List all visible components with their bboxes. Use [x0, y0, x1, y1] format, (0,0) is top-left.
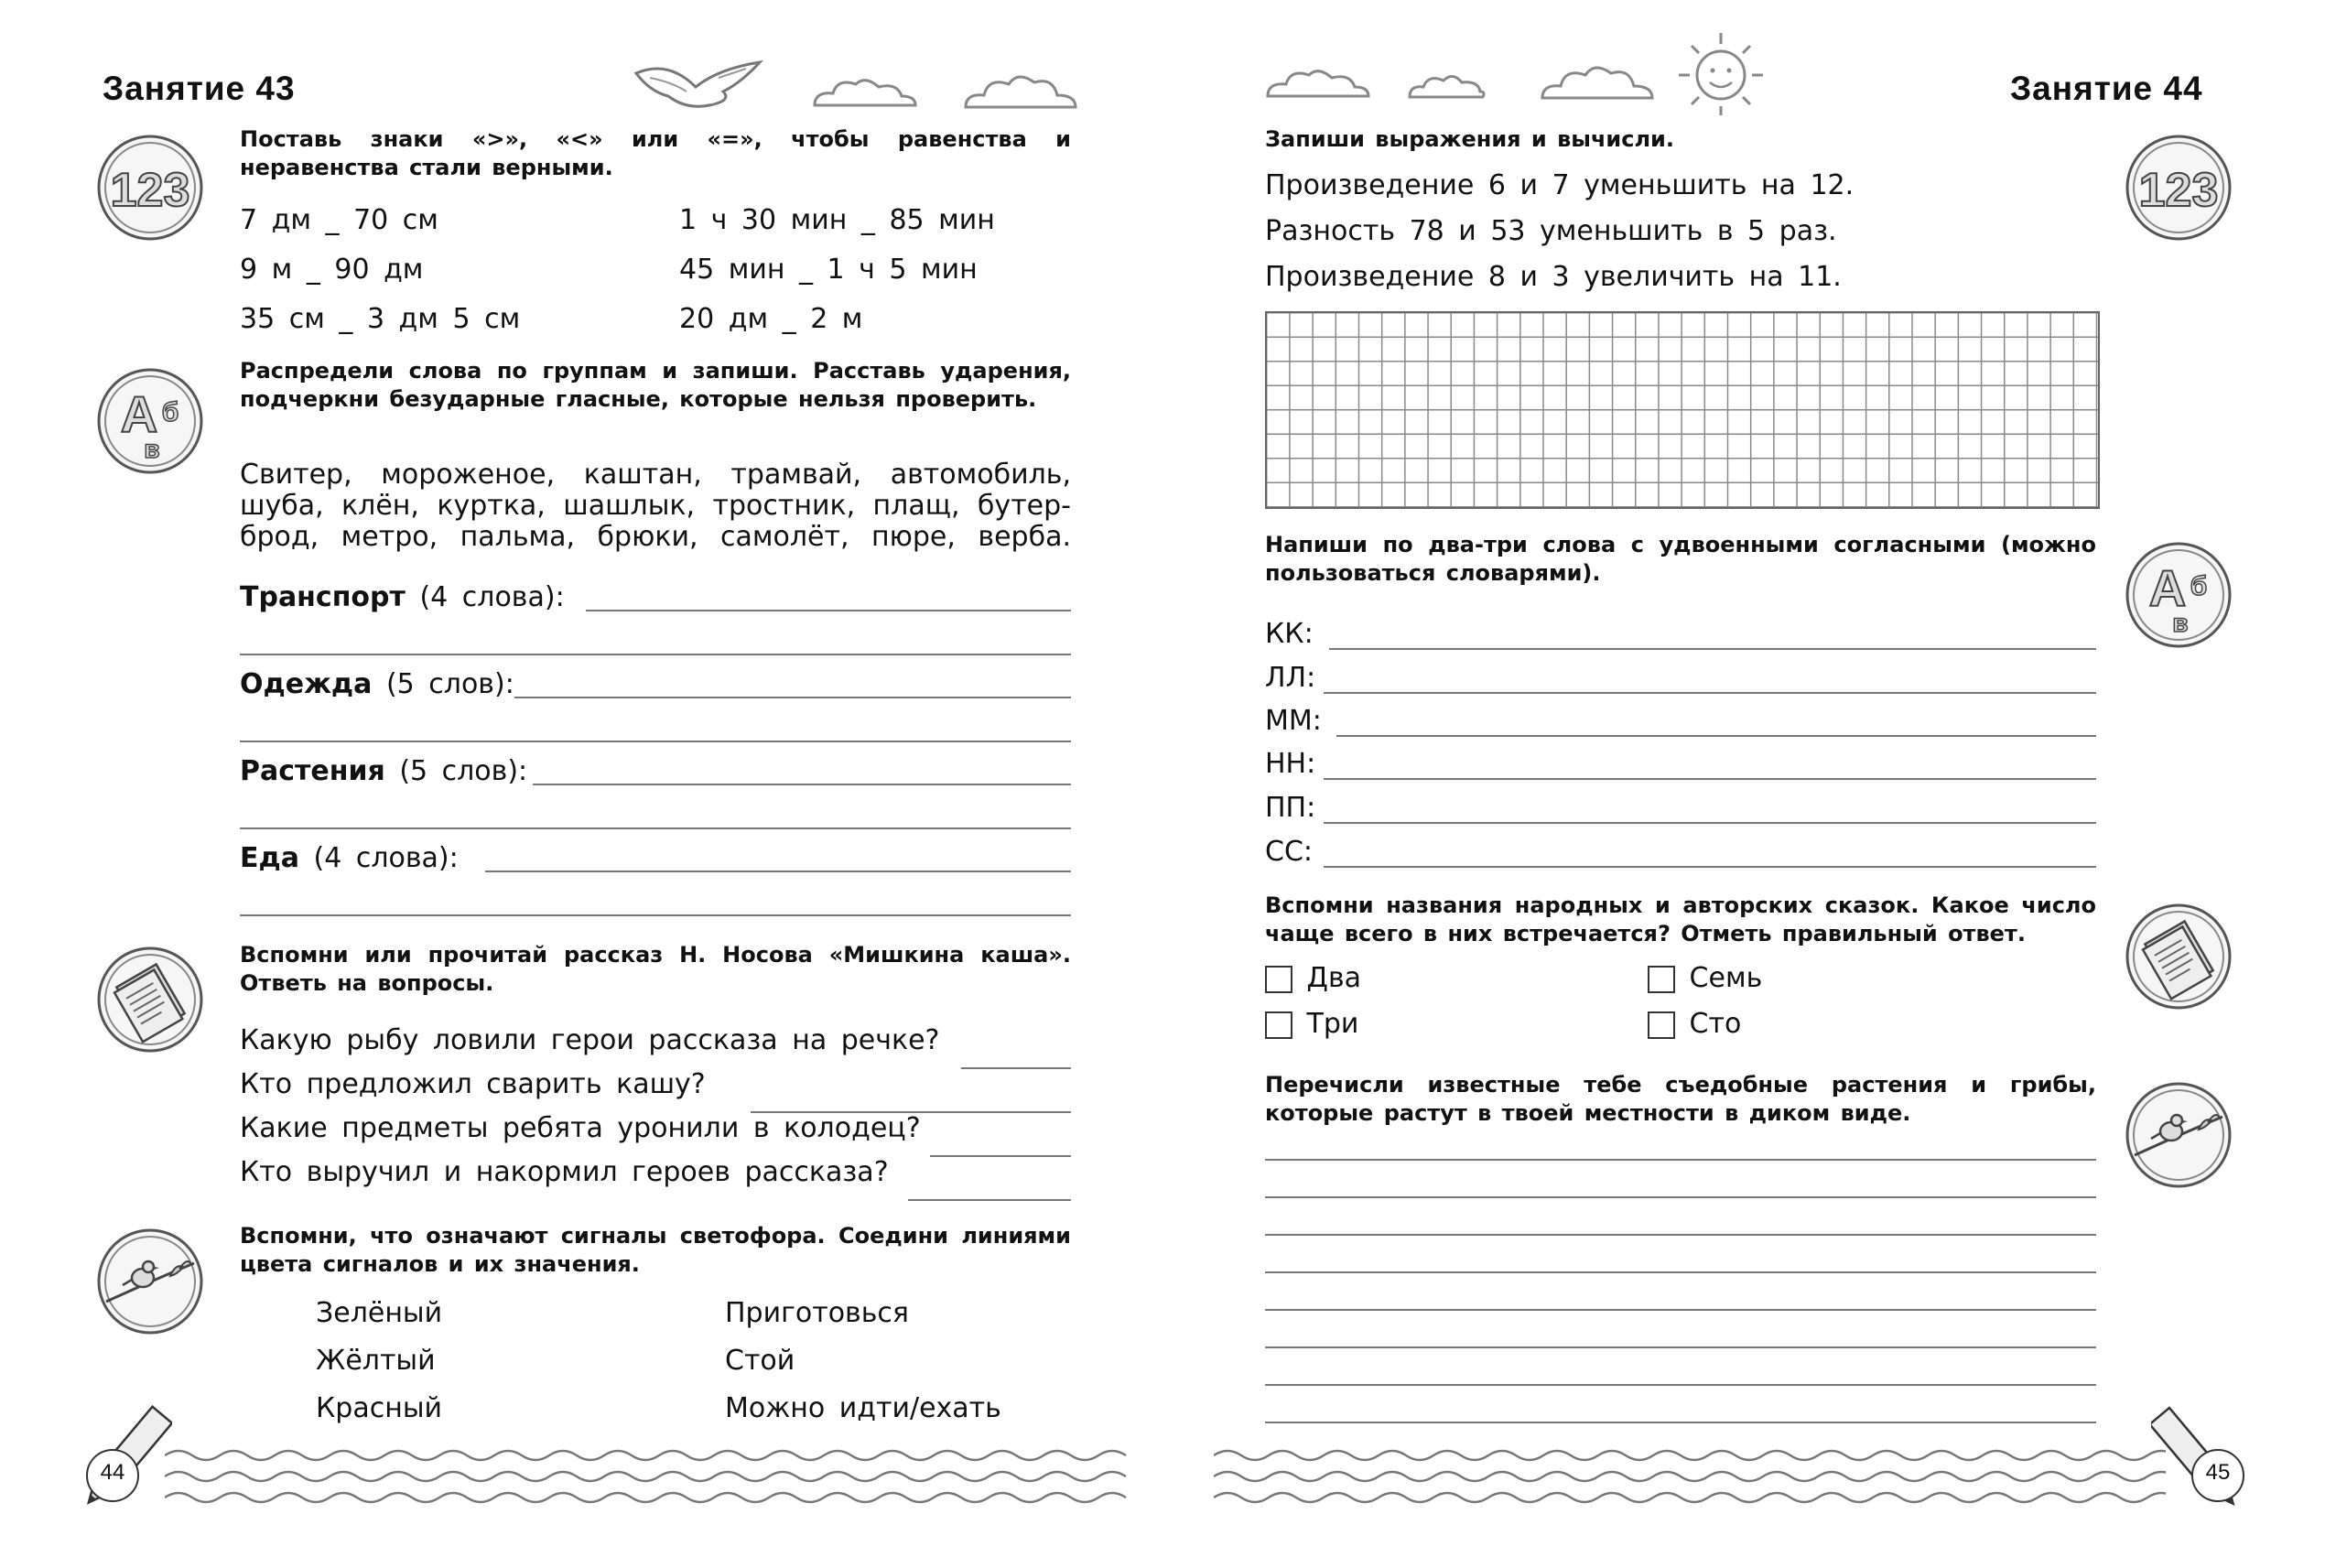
book-icon: [95, 945, 205, 1054]
blank[interactable]: _: [306, 254, 320, 286]
answer-line[interactable]: [1265, 1309, 2096, 1311]
group-plants-label: Растения (5 слов):: [240, 755, 528, 787]
answer-line[interactable]: [240, 654, 1071, 655]
signal-meaning-2[interactable]: Стой: [725, 1345, 795, 1377]
answer-line[interactable]: [1265, 1384, 2096, 1386]
task-compare-instruction: Поставь знаки «>», «<» или «=», чтобы равенства и неравенства стали верными.: [240, 126, 1071, 180]
group-food-label: Еда (4 слова):: [240, 842, 459, 874]
bird-on-branch-icon: [2124, 1080, 2233, 1190]
cloud-icon: [961, 66, 1080, 116]
wave-decoration: [1214, 1446, 2166, 1510]
blank[interactable]: _: [782, 303, 796, 335]
signal-meaning-3[interactable]: Можно идти/ехать: [725, 1392, 1001, 1424]
expression-2: Разность 78 и 53 уменьшить в 5 раз.: [1265, 215, 1837, 247]
numbers-badge-icon: [95, 133, 205, 243]
option-tri[interactable]: Три: [1265, 1009, 1358, 1040]
sun-icon: [1666, 27, 1776, 119]
blank[interactable]: _: [339, 303, 353, 335]
book-icon: [2124, 902, 2233, 1011]
task-plants-instruction: Перечисли известные тебе съедобные растения и грибы, которые растут в твоей местности в диком виде.: [1265, 1072, 2096, 1126]
numbers-badge-icon: [2124, 133, 2233, 243]
checkbox[interactable]: [1648, 966, 1675, 993]
cloud-icon: [810, 73, 920, 114]
option-sem[interactable]: Семь: [1648, 963, 1762, 994]
svg-text:А: А: [120, 385, 158, 443]
answer-line[interactable]: [1265, 1234, 2096, 1236]
bird-icon: [632, 55, 769, 119]
question-1: Какую рыбу ловили герои рассказа на речке?: [240, 1024, 940, 1056]
double-pp-label: ПП:: [1265, 792, 1316, 824]
svg-text:б: б: [2190, 571, 2208, 601]
option-sto[interactable]: Сто: [1648, 1009, 1741, 1040]
wave-decoration: [165, 1446, 1135, 1510]
svg-text:123: 123: [110, 164, 190, 217]
double-nn-label: НН:: [1265, 748, 1316, 780]
page-number: 44: [100, 1460, 125, 1485]
double-ss-label: СС:: [1265, 836, 1314, 868]
svg-text:А: А: [2148, 559, 2187, 617]
compare-row-2-right: 45 мин _ 1 ч 5 мин: [679, 254, 978, 286]
svg-text:в: в: [144, 435, 160, 463]
checkbox[interactable]: [1648, 1011, 1675, 1039]
expression-3: Произведение 8 и 3 увеличить на 11.: [1265, 261, 1842, 293]
group-clothes-label: Одежда (5 слов):: [240, 668, 514, 700]
question-2: Кто предложил сварить кашу?: [240, 1068, 706, 1100]
task-expressions-instruction: Запиши выражения и вычисли.: [1265, 126, 1674, 152]
answer-line[interactable]: [1324, 866, 2096, 868]
signal-color-3[interactable]: Красный: [316, 1392, 443, 1424]
compare-row-3-left: 35 см _ 3 дм 5 см: [240, 303, 521, 335]
lesson-title: Занятие 44: [2010, 70, 2203, 107]
option-dva[interactable]: Два: [1265, 963, 1361, 994]
blank[interactable]: _: [799, 254, 813, 286]
answer-line[interactable]: [1336, 735, 2096, 737]
group-transport-label: Транспорт (4 слова):: [240, 581, 565, 613]
answer-line[interactable]: [908, 1199, 1071, 1201]
compare-row-2-left: 9 м _ 90 дм: [240, 254, 424, 286]
answer-line[interactable]: [1265, 1346, 2096, 1348]
answer-line[interactable]: [1265, 1271, 2096, 1273]
cloud-icon: [1405, 71, 1487, 103]
compare-row-1-left: 7 дм _ 70 см: [240, 204, 438, 236]
signal-meaning-1[interactable]: Приготовься: [725, 1297, 909, 1329]
task-traffic-instruction: Вспомни, что означают сигналы светофора. Соедини линиями цвета сигналов и их значения.: [240, 1223, 1071, 1277]
task-tales-instruction: Вспомни названия народных и авторских сказок. Какое число чаще всего в них встречается? Отметь правильный ответ.: [1265, 892, 2096, 946]
blank[interactable]: _: [325, 204, 340, 236]
blank[interactable]: _: [860, 204, 875, 236]
compare-row-3-right: 20 дм _ 2 м: [679, 303, 863, 335]
calculation-grid[interactable]: [1265, 311, 2100, 509]
cloud-icon: [1538, 57, 1657, 107]
double-kk-label: КК:: [1265, 618, 1314, 650]
answer-line[interactable]: [533, 784, 1071, 785]
answer-line[interactable]: [1265, 1159, 2096, 1161]
svg-text:в: в: [2172, 609, 2189, 637]
signal-color-2[interactable]: Жёлтый: [316, 1345, 436, 1377]
answer-line[interactable]: [1329, 648, 2096, 650]
task-words-instruction: Распредели слова по группам и запиши. Расставь ударения, подчеркни безударные гласные, которые нельзя проверить.: [240, 358, 1071, 412]
answer-line[interactable]: [240, 741, 1071, 742]
question-4: Кто выручил и накормил героев рассказа?: [240, 1156, 889, 1188]
double-ll-label: ЛЛ:: [1265, 662, 1316, 694]
signal-color-1[interactable]: Зелёный: [316, 1297, 443, 1329]
answer-line[interactable]: [485, 871, 1071, 872]
letters-badge-icon: [95, 366, 205, 476]
answer-line[interactable]: [961, 1067, 1071, 1069]
letters-badge-icon: [2124, 540, 2233, 650]
answer-line[interactable]: [514, 697, 1071, 698]
checkbox[interactable]: [1265, 1011, 1292, 1039]
checkbox[interactable]: [1265, 966, 1292, 993]
answer-line[interactable]: [240, 827, 1071, 829]
expression-1: Произведение 6 и 7 уменьшить на 12.: [1265, 169, 1855, 201]
answer-line[interactable]: [1324, 822, 2096, 824]
question-3: Какие предметы ребята уронили в колодец?: [240, 1112, 921, 1144]
task-reading-instruction: Вспомни или прочитай рассказ Н. Носова «Мишкина каша». Ответь на вопросы.: [240, 942, 1071, 996]
word-list: Свитер, мороженое, каштан, трамвай, автомобиль, шуба, клён, куртка, шашлык, тростник, плащ, бутер- брод, метро, пальма, брюки, самолёт, пюре, верба.: [240, 459, 1071, 553]
lesson-title: Занятие 43: [103, 70, 296, 107]
answer-line[interactable]: [586, 610, 1071, 611]
answer-line[interactable]: [1265, 1196, 2096, 1198]
answer-line[interactable]: [1324, 778, 2096, 780]
compare-row-1-right: 1 ч 30 мин _ 85 мин: [679, 204, 995, 236]
answer-line[interactable]: [240, 914, 1071, 916]
svg-text:б: б: [161, 397, 179, 427]
answer-line[interactable]: [1265, 1422, 2096, 1423]
answer-line[interactable]: [930, 1155, 1071, 1157]
cloud-icon: [1263, 64, 1373, 105]
task-double-consonants-instruction: Напиши по два-три слова с удвоенными согласными (можно пользоваться словарями).: [1265, 532, 2096, 586]
double-mm-label: ММ:: [1265, 705, 1322, 737]
bird-on-branch-icon: [95, 1227, 205, 1336]
svg-text:123: 123: [2138, 164, 2219, 217]
answer-line[interactable]: [1324, 692, 2096, 694]
page-number: 45: [2205, 1460, 2231, 1485]
